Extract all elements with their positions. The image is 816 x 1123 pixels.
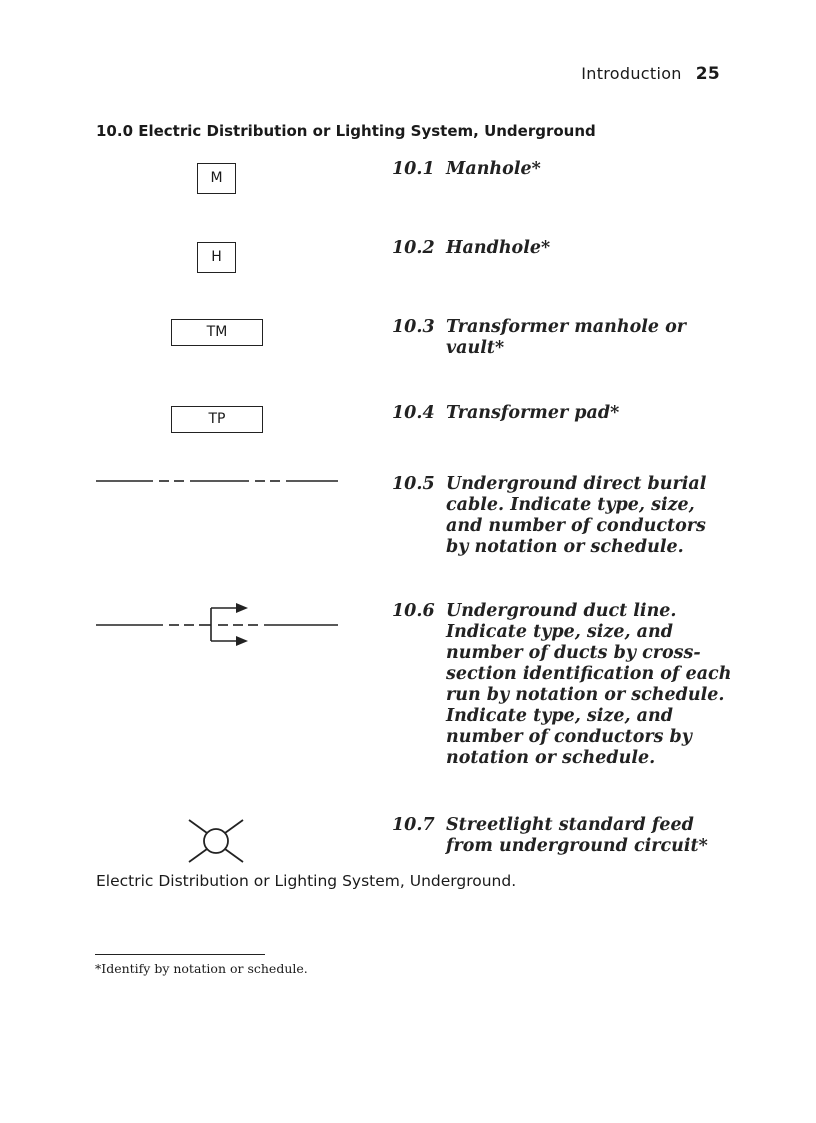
entry-manhole [392,159,732,180]
running-title: Introduction [581,64,682,83]
transformer-pad-symbol: TP [171,406,263,433]
entry-duct-line [392,601,732,769]
entry-text: Transformer manhole or vault* [446,317,687,358]
handhole-symbol: H [197,242,236,273]
entry-number: 10.6 [392,601,435,621]
entry-transformer-pad [392,403,732,424]
figure-caption: Electric Distribution or Lighting System, Underground. [96,872,517,890]
entry-streetlight-feed [392,815,732,857]
entry-direct-burial-cable [392,474,732,558]
transformer-manhole-symbol: TM [171,319,263,346]
entry-handhole [392,238,732,259]
entry-number: 10.4 [392,403,435,423]
duct-line-icon [95,600,340,650]
footnote-rule [95,954,265,955]
section-title: 10.0 Electric Distribution or Lighting System, Underground [96,122,596,140]
entry-number: 10.3 [392,317,435,337]
dash-dot-line-icon [95,473,340,489]
streetlight-feed-icon [186,816,246,866]
running-head [500,64,720,84]
entry-number: 10.5 [392,474,435,494]
entry-number: 10.7 [392,815,435,835]
entry-text: Streetlight standard feed from underground circuit* [446,815,708,856]
entry-text: Transformer pad* [446,403,620,423]
entry-text: Underground duct line. Indicate type, size, and number of ducts by cross-section identification of each run by notation or schedule. Indicate type, size, and number of conductors by notation or schedule. [446,601,732,768]
entry-text: Underground direct burial cable. Indicate type, size, and number of conductors by notation or schedule. [446,474,707,557]
manhole-symbol: M [197,163,236,194]
entry-transformer-manhole [392,317,732,359]
entry-text: Manhole* [446,159,541,179]
entry-text: Handhole* [446,238,551,258]
footnote: *Identify by notation or schedule. [95,961,308,976]
entry-number: 10.2 [392,238,435,258]
page-number: 25 [695,64,720,84]
entry-number: 10.1 [392,159,435,179]
